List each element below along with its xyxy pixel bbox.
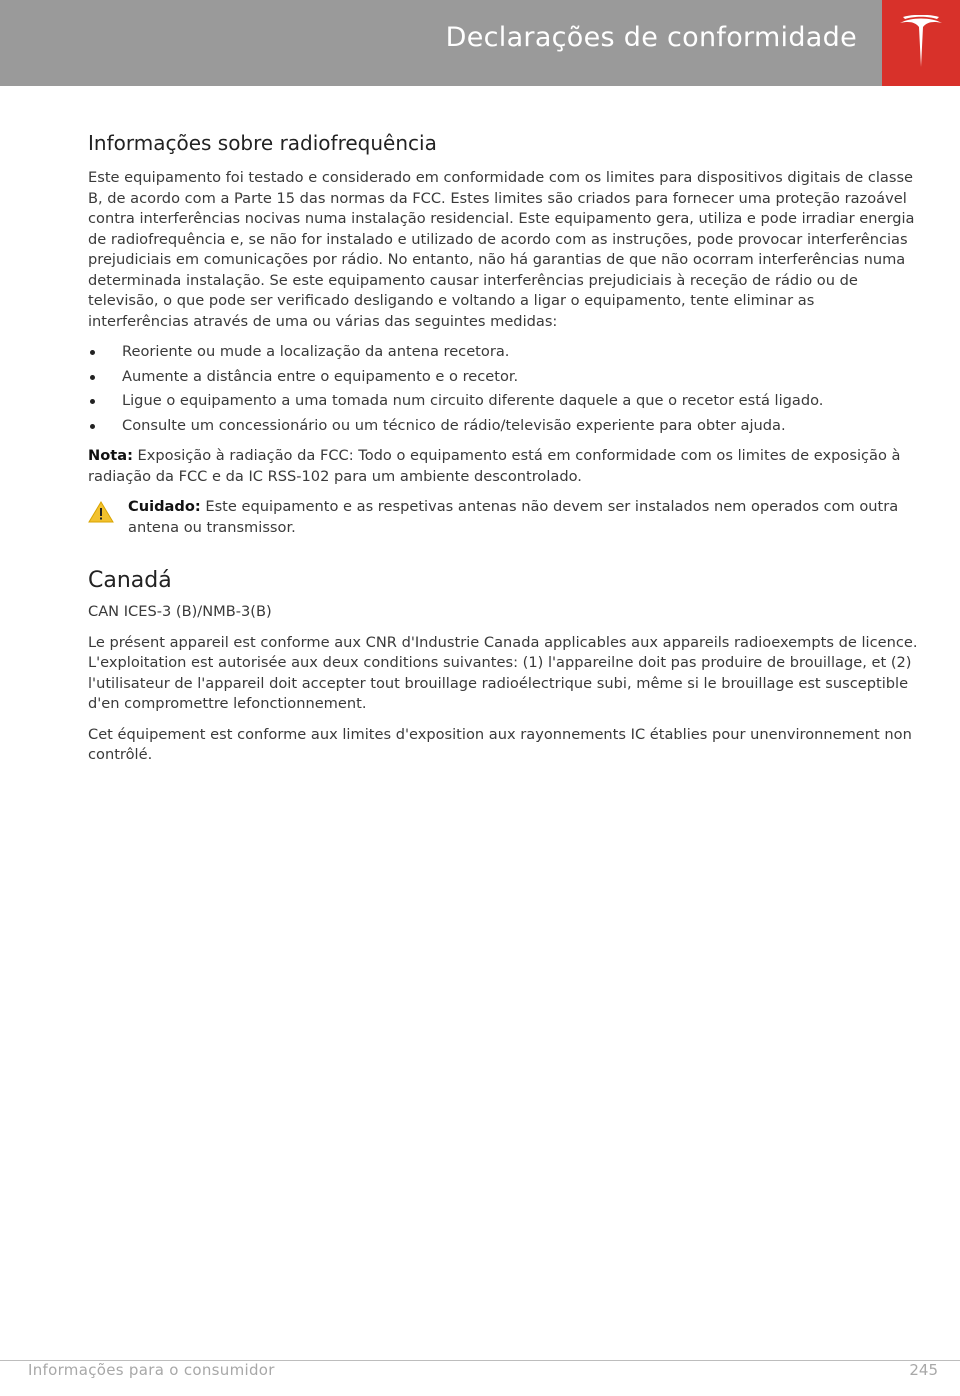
page-title: Declarações de conformidade	[445, 22, 857, 53]
note-label: Nota:	[88, 447, 133, 464]
list-item: Consulte um concessionário ou um técnico de rádio/televisão experiente para obter ajuda.	[88, 416, 918, 437]
main-content	[88, 128, 918, 776]
caution-label: Cuidado:	[128, 498, 201, 515]
footer-section-title: Informações para o consumidor	[28, 1361, 275, 1379]
section-heading-radiofrequency: Informações sobre radiofrequência	[88, 131, 437, 155]
list-item: Aumente a distância entre o equipamento e o recetor.	[88, 367, 918, 388]
page-number: 245	[909, 1361, 938, 1379]
note-paragraph	[88, 446, 918, 487]
note-text: Exposição à radiação da FCC: Todo o equipamento está em conformidade com os limites de exposição à radiação da FCC e da IC RSS-102 para um ambiente descontrolado.	[88, 447, 901, 485]
section-heading-canada: Canadá	[88, 568, 172, 593]
tesla-logo-icon	[897, 15, 945, 69]
list-item: Reoriente ou mude a localização da antena recetora.	[88, 342, 918, 363]
rf-intro-paragraph: Este equipamento foi testado e considerado em conformidade com os limites para dispositivos digitais de classe B, de acordo com a Parte 15 das normas da FCC. Estes limites são criados para fornecer uma proteção razoável contra interferências nocivas numa instalação residencial. Este equipamento gera, utiliza e pode irradiar energia de radiofrequência e, se não for instalado e utilizado de acordo com as instruções, pode provocar interferências prejudiciais em comunicações por rádio. No entanto, não há garantias de que não ocorram interferências numa determinada instalação. Se este equipamento causar interferências prejudiciais à receção de rádio ou de televisão, o que pode ser verificado desligando e voltando a ligar o equipamento, tente eliminar as interferências através de uma ou várias das seguintes medidas:	[88, 169, 915, 330]
caution-block	[88, 497, 918, 538]
canada-paragraph-2: Cet équipement est conforme aux limites d'exposition aux rayonnements IC établies pour unenvironnement non contrôlé.	[88, 725, 912, 763]
rf-measures-list	[88, 342, 918, 436]
list-item: Ligue o equipamento a uma tomada num circuito diferente daquele a que o recetor está ligado.	[88, 391, 918, 412]
caution-text: Este equipamento e as respetivas antenas não devem ser instalados nem operados com outra antena ou transmissor.	[128, 498, 899, 536]
canada-paragraph-1: Le présent appareil est conforme aux CNR d'Industrie Canada applicables aux appareils radioexempts de licence. L'exploitation est autorisée aux deux conditions suivantes: (1) l'appareilne doit pas produire de brouillage, et (2) l'utilisateur de l'appareil doit accepter tout brouillage radioélectrique subi, même si le brouillage est susceptible d'en compromettre lefonctionnement.	[88, 633, 918, 712]
warning-icon	[88, 501, 114, 523]
brand-logo-box	[882, 0, 960, 86]
canada-code: CAN ICES-3 (B)/NMB-3(B)	[88, 603, 272, 620]
page-header	[0, 0, 960, 86]
